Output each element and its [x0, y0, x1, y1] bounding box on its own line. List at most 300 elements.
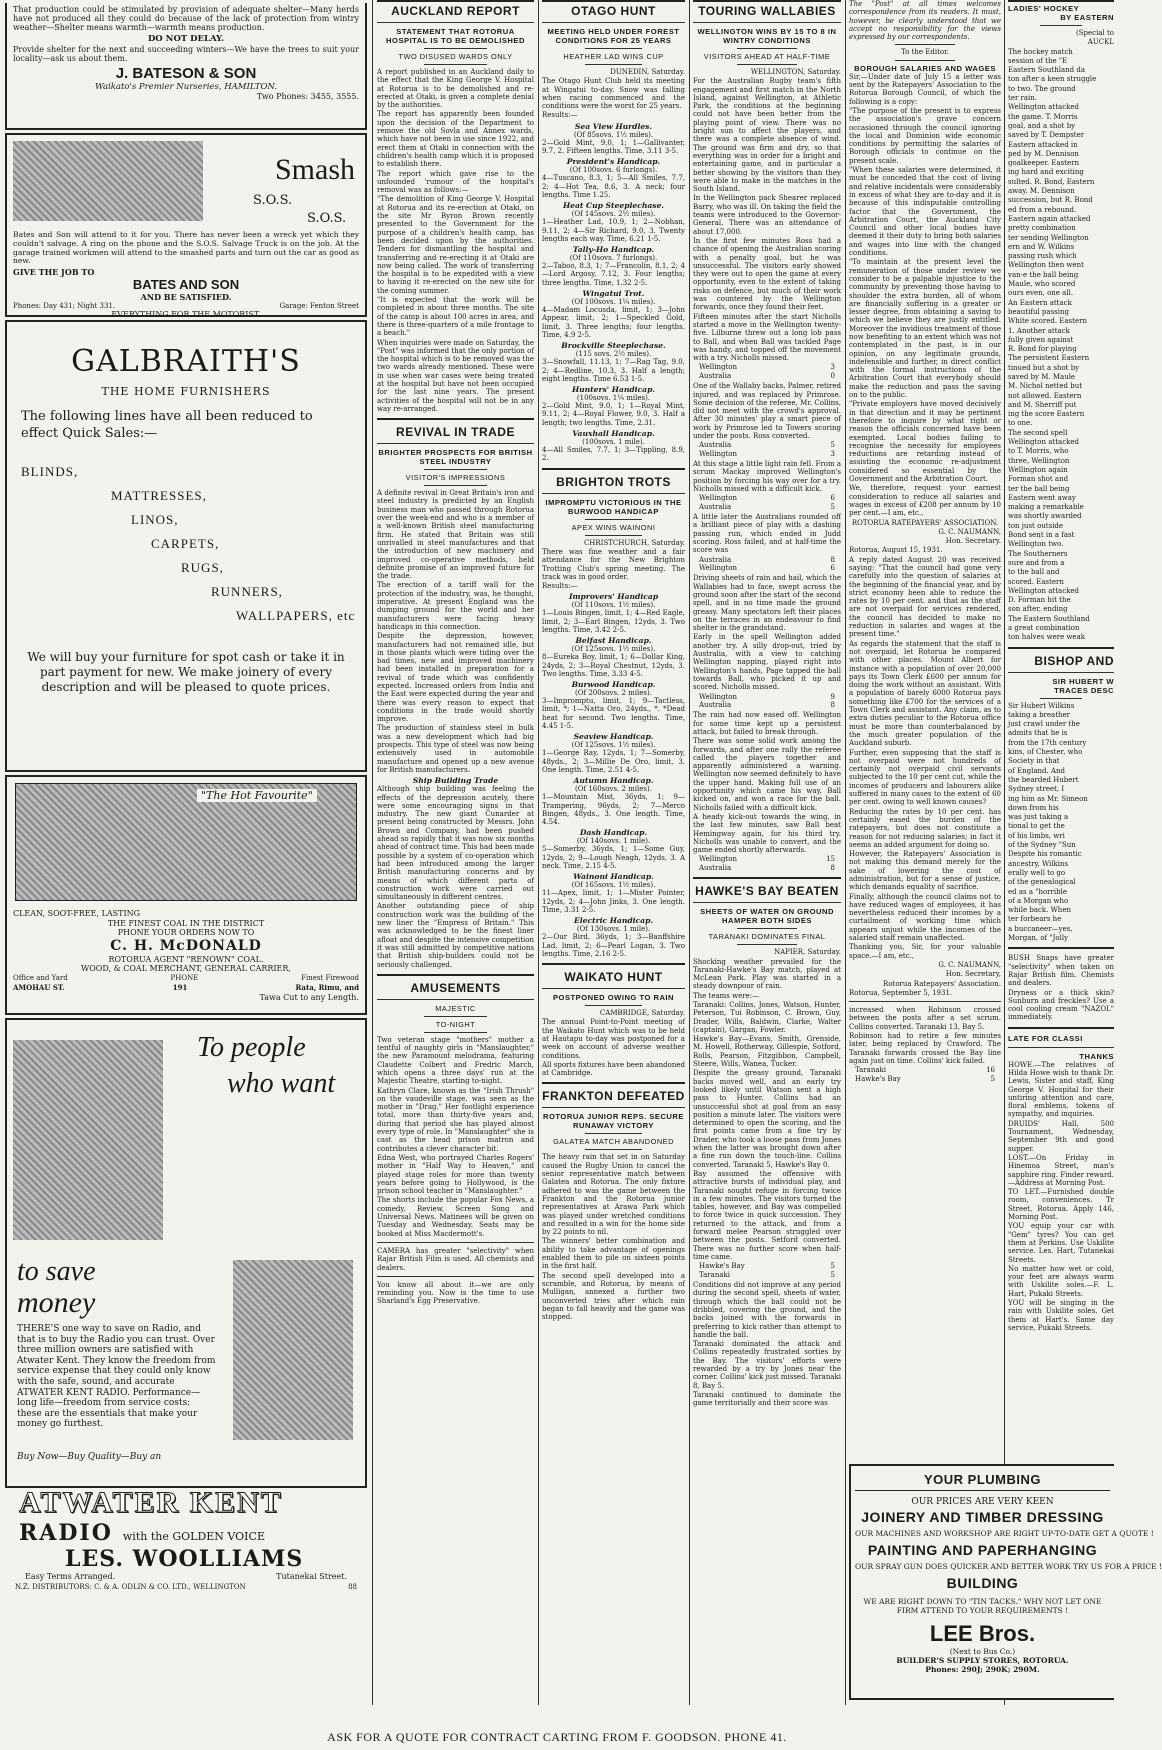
article-line: Society in that — [1008, 757, 1060, 766]
article-para: Taranaki dominated the attack and Collins repeatedly frustrated sorties by the Bay. The visitors' efforts were rewarded by a try by Jones near the corner. Collins' kick just missed. Taranaki 8, Bay 5. — [693, 1340, 841, 1390]
score-team: Wellington — [699, 494, 738, 503]
article-line: just crawl under the — [1008, 720, 1080, 729]
article-line: ton halves were weak — [1008, 633, 1085, 642]
article-line: The Southerners — [1008, 549, 1068, 558]
news-column-5 — [1008, 0, 1114, 1450]
coal-tawa: Tawa Cut to any Length. — [259, 992, 359, 1002]
coal-line1: CLEAN, SOOT-FREE, LASTING — [13, 909, 141, 918]
plumbing-spray: OUR SPRAY GUN DOES QUICKER AND BETTER WORK TRY US FOR A PRICE ! — [855, 1562, 1162, 1571]
score-team: Australia — [699, 441, 732, 450]
article-para: "When these salaries were determined, it must be conceded that the cost of living and relative incidentals were considerably in excess of what they are to-day and it is because of this indisputable controlling factor that the Government, the Arbitration Court, the Auckland City Council and other local bodies have deemed it their duty to bring both salaries and wages into line with the changed conditions. — [849, 166, 1001, 258]
article-line: to the ball and — [1008, 568, 1060, 577]
bishop-sub2: TRACES DESC — [1054, 685, 1114, 695]
results-label: Results:— — [542, 111, 578, 120]
ads-column — [5, 0, 367, 1720]
article-para: Early in the spell Wellington added another try. A silly drop-out, tried by Australia, with a view to catching Wellington napping, played right into Wellington's hands, Page tapped the ball towards Ball, who picked it up and scored. Nicholls missed. — [693, 633, 841, 692]
article-para: A report published in an Auckland daily to the effect that the King George V. Hospital at Rotorua is to be demolished and re-erected at Otaki, is given a complete denial by the authorities. — [377, 68, 534, 110]
score-line — [699, 855, 835, 863]
article-para: Further, even supposing that the staff is not overpaid were not hundreds of certainly not overpaid civil servants subjected to the 10 per cent cut, while the incomes of producers and labourers alike suffered in many cases to the extent of 60 per cent. owing to well known causes? — [849, 748, 1001, 807]
otago-headline: OTAGO HUNT — [542, 0, 685, 18]
race-conditions: (100sovs. 1 mile). — [582, 438, 645, 447]
article-para: Shocking weather prevailed for the Taranaki-Hawke's Bay match, played at McLean Park. Play was started in a steady downpour of rain. — [693, 957, 841, 991]
article-para: Taranaki: Collins, Jones, Watson, Hunter, Peterson, Tui Robinson, C. Brown, Guy, Drader, Wills, Baldwin, Clarke, Walter (captain), Gargan, Fowler. — [693, 1001, 841, 1034]
news-column-1 — [377, 0, 534, 1710]
article-para: Another outstanding piece of ship construction work was the building of the new liner the "Empress of Britain." This was acknowledged to be the finest liner afloat and despite the intensive competition it was still admitted by competitive nations that British ship-builders could not be seriously challenged. — [377, 902, 534, 969]
article-line: Sydney street, I — [1008, 785, 1065, 794]
hawkes-headline: HAWKE'S BAY BEATEN — [695, 884, 839, 899]
article-para: TO LET.—Furnished double room, conveniences. Tr Street, Rotorua. Apply 146, Morning Post. — [1008, 1188, 1114, 1222]
article-para: Reducing the rates by 10 per cent. has certainly eased the burden of the ratepayers, but does not constitute a reason for not reducing salaries; in fact it seems an added argument for doing so. — [849, 807, 1001, 849]
atwater-copy: THERE'S one way to save on Radio, and that is to buy the Radio you can trust. Over three million owners are satisfied with Atwater Kent. They know the freedom from service expense that they could only know with the safe, sound, and accurate ATWATER KENT RADIO. Performance—long life—freedom from service costs: these are the essentials that make your money go furthest. — [17, 1324, 216, 1430]
article-line: session of the "E — [1008, 56, 1068, 65]
race-conditions: (Of 110sovs. 7 furlongs). — [569, 254, 658, 263]
lee-bros-next: (Next to Bus Co.) — [949, 1647, 1016, 1656]
article-line: Wellington attacked — [1008, 103, 1079, 112]
dateline: CAMBRIDGE, Saturday. — [599, 1009, 685, 1018]
article-para: YOU will be singing in the rain with Uskilite soles. Get them at Hart's. Same day service, Pukaki Streets. — [1008, 1299, 1114, 1332]
article-para: A heady kick-out towards the wing, in the last few minutes, saw Ball beat Hemingway again, for his third try. Nicholls was unable to convert, and the game ended shortly afterwards. — [693, 812, 841, 855]
galbraith-name: GALBRAITH'S — [71, 344, 301, 379]
article-para: "Private employers have moved decisively in that direction and it may be pertinent therefore to inquire by what right or reason the officials concerned have been exempted. Local bodies failing to recognise the necessity for employees reductions are retarding instead of assisting the economic re-adjustment considered so essential by the Government and the Arbitration Court. — [849, 400, 1001, 484]
atwater-buy: Buy Now—Buy Quality—Buy an — [17, 1452, 162, 1462]
signature: G. C. NAUMANN, — [938, 960, 1001, 969]
article-para: All sports fixtures have been abandoned at Cambridge. — [542, 1060, 685, 1078]
smash-ad — [5, 133, 367, 320]
bishop-headline: BISHOP AND — [1034, 653, 1114, 668]
score-line — [855, 1075, 995, 1083]
article-para: Sir,—Under date of July 15 a letter was sent by the Ratepayers' Association to the Rotorua Borough Council, of which the following is a copy: — [849, 72, 1001, 106]
frankton-headline: FRANKTON DEFEATED — [542, 1089, 685, 1104]
race-name: Hunters' Handicap. — [571, 385, 656, 395]
article-para: We, therefore, request your earnest consideration to reduce all salaries and wages in excess of £208 per annum by 10 per cent.—I am, etc., — [849, 484, 1001, 518]
signature: G. C. NAUMANN, — [938, 527, 1001, 536]
article-line: Maule, who scored — [1008, 280, 1076, 289]
article-line: making a remarkable — [1008, 503, 1084, 512]
article-line: 1. Another attack — [1008, 326, 1070, 335]
score-team: Australia — [699, 371, 732, 380]
race-conditions: (100sovs. 1¼ miles). — [576, 394, 651, 403]
article-line: goal, and a shot by — [1008, 121, 1076, 130]
radio-listeners-illustration — [13, 1040, 163, 1240]
atwater-golden: with the GOLDEN VOICE — [122, 1530, 265, 1543]
plumbing-painting: PAINTING AND PAPERHANGING — [867, 1542, 1098, 1558]
race-result: 11—Apex, limit, 1; 1—Mister Pointer, 12yds, 2; 4—John Jinks, 3. One length. Time, 3.31 2-5. — [542, 889, 685, 914]
small-ad: You know all about it—we are only reminding you. Now is the time to use Sharland's Egg Preservative. — [377, 1280, 534, 1306]
article-line: Wellington again — [1008, 465, 1068, 474]
bateson-phones: Two Phones: 3455, 3555. — [256, 92, 359, 102]
race-result: 5—Somerby, 36yds, 1; 1—Some Guy, 12yds, 2; 9—Lough Neagh, 12yds, 3. A neck. Time, 2.15 4-5. — [542, 845, 685, 871]
race-name: Wingatui Trot. — [582, 289, 645, 299]
article-para: "The demolition of King George V. Hospital at Rotorua and its re-erection at Otaki, on the site Mr Byron Brown recently presented to the Government for the purpose of a children's health camp, has been decided upon by the authorities. Tenders for dismantling the hospital and transferring and re-erecting it at Otaki are now being called. The work of transferring the hospital is to be expedited with a view to having it re-erected on the new site for the coming summer. — [377, 195, 534, 295]
sos-text-1: S.O.S. — [253, 193, 293, 208]
brighton-sub: IMPROMPTU VICTORIOUS IN THE BURWOOD HANDICAP — [545, 497, 682, 516]
score-points: 3 — [830, 449, 835, 458]
atwater-brand: ATWATER KENT — [19, 1486, 283, 1519]
hockey-sub: BY EASTERN — [1060, 13, 1114, 22]
race-result: 2—Taboo, 8.3, 1; 7—Francolin, 8.1, 2; 4—Lord Argosy, 7.12, 3. Four lengths; three lengths. Time, 1.32 2-5. — [542, 262, 685, 287]
article-line: M. Nichol netted but — [1008, 382, 1083, 391]
article-line: beautiful passing — [1008, 307, 1069, 316]
plumbing-machines: OUR MACHINES AND WORKSHOP ARE RIGHT UP-TO-DATE GET A QUOTE ! — [855, 1529, 1154, 1538]
article-line: Eastern again attacked — [1008, 214, 1091, 223]
article-para: Finally, although the council claims not to have reduced wages of employees, it has nevertheless reduced their incomes by a curtailment of working time which appears unjust while the incomes of the salaried staff remain unaffected. — [849, 892, 1001, 943]
article-line: kins, of Chester, who — [1008, 748, 1083, 757]
score-line — [699, 372, 835, 380]
article-line: ter sending Wellington — [1008, 233, 1089, 242]
article-para: The second spell developed into a scramble, and Rotorua, by means of Mulligan, annexed a further two unconverted tries after which rain began to fall heavily and the game was stopped. — [542, 1271, 685, 1322]
race-name: Vauxhall Handicap. — [572, 429, 655, 439]
score-line — [699, 864, 835, 872]
article-line: down from his — [1008, 803, 1059, 812]
article-para: Kathryn Clare, known as the "Irish Thrush" on the vaudeville stage, was seen as the mother in "Drag." Her footlight experience total, more than thirty-five years and, during that period she has played almost every type of role. In "Manslaughter" she is cast as the head prison matron and contributes a clever character bit. — [377, 1086, 534, 1153]
article-line: ter rain. — [1008, 94, 1038, 103]
galbraith-outro: We will buy your furniture for spot cash or take it in part payment for new. We make joinery of every description and will be pleased to quote prices. — [27, 650, 345, 694]
article-line: Wellington then went — [1008, 261, 1084, 270]
article-line: fully given against — [1008, 335, 1074, 344]
article-para: Despite the depression, however, manufacturers had not remained idle, but in those plants which were tiding over the bad times, new and improved machinery had been installed in preparation for a revival of trade which was confidently expected. Increased orders from India and the East were expected during the year and there was every reason to expect that conditions in the trade would shortly improve. — [377, 632, 534, 724]
article-line: ped by M. Dennison — [1008, 149, 1079, 158]
article-line: succession, but R. Bond — [1008, 196, 1093, 205]
ship-building-subhead: Ship Building Trade — [412, 776, 499, 786]
lee-bros-phones: Phones: 290J; 290K; 290M. — [925, 1665, 1040, 1674]
race-conditions: (Of 140sovs. 1 mile). — [576, 837, 651, 846]
revival-sub2: VISITOR'S IMPRESSIONS — [405, 473, 506, 483]
coal-phone-label: PHONE — [170, 973, 199, 982]
galbraith-item: CARPETS, — [151, 536, 220, 551]
article-line: ing the score Eastern — [1008, 410, 1085, 419]
race-result: 2—Our Bird, 36yds, 1; 3—Banffshire Lad, limit, 2; 6—Pearl Logan, 3. Two lengths. Time, 2.16 2-5. — [542, 933, 685, 958]
article-line: ed from a rebound. — [1008, 205, 1077, 214]
race-result: 2—Gold Mint, 9.0, 1; 1—Royal Mint, 9.11, 2; 4—Royal Flower, 9.0, 3. Half a length; two lengths. Time, 2.31. — [542, 402, 685, 427]
article-line: a great combination — [1008, 624, 1080, 632]
dateline: WELLINGTON, Saturday. — [750, 68, 841, 76]
article-line: Sir Hubert Wilkins — [1008, 701, 1075, 710]
coal-line3: PHONE YOUR ORDERS NOW TO — [117, 928, 255, 937]
sos-text-2: S.O.S. — [307, 211, 347, 226]
coal-ad — [5, 775, 367, 1015]
race-result: 8—Eureka Boy, limit, 1; 6—Dollar King, 24yds, 2; 3—Royal Chestnut, 12yds, 3. Two lengths. Time, 3.33 4-5. — [542, 653, 685, 678]
race-conditions: (Of 130sovs. 1 mile). — [576, 925, 651, 934]
race-name: Seaview Handicap. — [573, 732, 654, 742]
small-ad: BUSH Snaps have greater "selectivity" when taken on Rajar British film. Chemists and dealers. — [1008, 954, 1114, 988]
article-para: Bay assumed the offensive with attractive bursts of individual play, and Taranaki sought refuge in forcing twice in a few minutes. The visitors turned the tables, however, and Bay was compelled to force twice in quick succession. They returned to the attack, and from a forward melee Pearson struggled over between the posts. Setford converted. There was no further score when half-time came. — [693, 1169, 841, 1261]
article-line: of England. And — [1008, 766, 1066, 775]
article-line: Wellington two. — [1008, 540, 1064, 549]
race-name: Sea View Hurdles. — [574, 121, 653, 131]
otago-sub: MEETING HELD UNDER FOREST CONDITIONS FOR 25 YEARS — [547, 27, 680, 45]
atwater-headline-3: to save — [17, 1256, 96, 1287]
article-para: The production of stainless steel in bulk was a new development which had big prospects. This type of steel was now being extensively used in automobile manufacture and opened up a new avenue for British manufacturers. — [377, 724, 534, 774]
wallabies-sub2: VISITORS AHEAD AT HALF-TIME — [703, 52, 831, 61]
galbraith-item: WALLPAPERS, etc — [236, 608, 356, 623]
score-team: Wellington — [699, 563, 738, 572]
signature: Rotorua, August 15, 1931. — [849, 546, 943, 555]
column-rule — [689, 0, 690, 1705]
brighton-sub2: APEX WINS WAINONI — [571, 522, 656, 532]
signature: Hon. Secretary. — [945, 537, 1001, 546]
footer-carting-notice: ASK FOR A QUOTE FOR CONTRACT CARTING FROM F. GOODSON. PHONE 41. — [327, 1730, 787, 1744]
bateson-ad — [5, 3, 367, 130]
article-para: Edna West, who portrayed Charles Rogers' mother in "Half Way to Heaven," and played stage roles for more than twenty years before going to Hollywood, is the prison school teacher in "Manslaughter." — [377, 1153, 534, 1196]
article-line: ter forbears he — [1008, 915, 1062, 924]
radio-cabinet-illustration — [233, 1260, 353, 1440]
score-team: Wellington — [699, 449, 738, 458]
atwater-code: 88 — [348, 1583, 357, 1591]
article-para: Although ship building was feeling the effects of the depression acutely, there were some encouraging signs in that industry. The new giant Cunarder at present being constructed by Messrs. John Brown and Company, had been pushed ahead so rapidly that it was now six months ahead of contract time. This had been made possible by a system of co-operation which had been introduced among the larger British manufacturing concerns and by means of which different parts of construction work were carried out simultaneously in different centres. — [377, 785, 534, 902]
article-line: taking a breather — [1008, 710, 1071, 719]
score-points: 5 — [990, 1074, 995, 1083]
article-line: sulted. R. Bond, Eastern — [1008, 177, 1095, 186]
article-line: was shortly awarded — [1008, 512, 1082, 521]
score-points: 8 — [830, 700, 835, 709]
article-para: No matter how wet or cold, your feet are always warm with Uskilite soles.—F. L. Hart, Pukaki Streets. — [1008, 1264, 1114, 1298]
article-line: D. Forman hit the — [1008, 596, 1071, 605]
auckland-sub2: TWO DISUSED WARDS ONLY — [398, 52, 513, 61]
score-line — [855, 1066, 995, 1074]
race-name: Electric Handicap. — [573, 916, 654, 926]
article-line: from the 17th century — [1008, 738, 1087, 747]
score-points: 9 — [830, 692, 835, 701]
hockey-place: AUCKL — [1087, 38, 1114, 47]
article-line: to one. — [1008, 419, 1033, 428]
article-line: not allowed. Eastern — [1008, 391, 1082, 400]
article-line: pretty combination — [1008, 224, 1076, 233]
race-name: Belfast Handicap. — [575, 636, 652, 646]
dateline: CHRISTCHURCH, Saturday. — [583, 538, 685, 547]
atwater-radio: RADIO — [19, 1520, 113, 1546]
score-points: 6 — [830, 494, 835, 503]
hockey-special: (Special to — [1076, 29, 1114, 37]
article-para: There was fine weather and a fair attendance for the New Brighton Trotting Club's spring meeting. The track was in good order. — [542, 547, 685, 581]
article-line: the game. T. Morris — [1008, 112, 1078, 121]
bateson-copy: That production could be stimulated by provision of adequate shelter—Many herds have not produced all they could do because of the lack of protection from wintry weather—Shelter means warmth—warmth means production. — [13, 5, 359, 33]
score-team: Australia — [699, 502, 732, 511]
galbraith-item: BLINDS, — [21, 464, 79, 479]
article-para: Robinson had to retire a few minutes later, being replaced by Crawford. The Taranaki forwards crossed the Bay line again just on time. Collins' kick failed. — [849, 1032, 1001, 1065]
article-line: Morgan, of "Jolly — [1008, 934, 1069, 943]
atwater-headline-1: To people — [197, 1032, 306, 1063]
race-result: 1—Heather Lad, 10.9, 1; 2—Nobhan, 9.11, 2; 4—Sir Richard, 9.0, 3. Twenty lengths each way. Time, 6.21 1-5. — [542, 218, 685, 243]
smash-name: BATES AND SON — [132, 277, 240, 293]
coal-rata: Rata, Rimu, and — [295, 983, 359, 992]
article-line: of the genealogical — [1008, 878, 1076, 887]
article-para: Thanking you, Sir, for your valuable space.—I am, etc., — [849, 943, 1001, 960]
atwater-headline-4: money — [17, 1286, 96, 1319]
atwater-dealer: LES. WOOLLIAMS — [65, 1546, 304, 1572]
article-para: The heavy rain that set in on Saturday caused the Rugby Union to cancel the senior representative match between Galatea and Rotorua. The only fixture adhered to was the game between the Frankton and the Rotorua junior representatives at Arawa Park which was played under wretched conditions and resulted in a win for the home side by 22 points to nil. — [542, 1153, 685, 1237]
plumbing-down: WE ARE RIGHT DOWN TO "TIN TACKS." WHY NOT LET ONE FIRM ATTEND TO YOUR REQUIREMENTS ! — [863, 1597, 1102, 1615]
signature: ROTORUA RATEPAYERS' ASSOCIATION. — [851, 518, 999, 527]
article-line: to two. The ground — [1008, 84, 1076, 93]
column-rule — [538, 0, 539, 1705]
article-line: ter the ball being — [1008, 484, 1070, 493]
galbraith-item: LINOS, — [131, 512, 179, 527]
small-ad: CAMERA has greater "selectivity" when Rajar British Film is used. All chemists and dealers. — [377, 1246, 534, 1272]
bateson-donot: DO NOT DELAY. — [147, 33, 225, 44]
news-column-3 — [693, 0, 841, 1710]
article-line: ancestry, Wilkins — [1008, 859, 1069, 868]
amusements-headline: AMUSEMENTS — [410, 980, 501, 995]
article-line: tinued but a shot by — [1008, 363, 1080, 372]
bateson-name: J. BATESON & SON — [115, 65, 257, 83]
score-points: 5 — [830, 441, 835, 450]
article-line: and M. Sherriff put — [1008, 400, 1077, 409]
score-team: Wellington — [699, 855, 738, 864]
article-para: HOWE.—The relatives of Hilda Howe wish to thank Dr. Lewis, Sister and staff, King George V. Hospital for their untiring attention and care, floral emblems, tokens of sympathy, and inquiries. — [1008, 1060, 1114, 1119]
score-line — [699, 693, 835, 701]
race-result: 3—Snowfall, 11.13, 1; 7—Rag Tag, 9.0, 2; 4—Redline, 10.3, 3. Half a length; eight lengths. Time 6.53 1-5. — [542, 358, 685, 383]
race-conditions: (Of 85sovs. 1½ miles). — [573, 130, 654, 139]
race-conditions: (Of 125sovs. 1½ miles). — [571, 741, 656, 750]
article-line: saved by M. Maule — [1008, 372, 1076, 381]
score-team: Australia — [699, 555, 732, 564]
article-line: a buccaneer—yes, — [1008, 924, 1073, 933]
score-line — [699, 556, 835, 564]
article-para: The report has apparently been founded upon the decision of the Department to remove the old Sovla and Annex wards, which have not been in use since 1922, and erect them at Otaki in connection with the children's health camp which it is proposed to establish there. — [377, 110, 534, 169]
race-result: 1—George Ray, 12yds, 1; 7—Somerby, 48yds., 2; 3—Millie De Oro, limit, 3. One length. Time, 2.51 4-5. — [542, 749, 685, 774]
dateline: NAPIER, Saturday. — [773, 948, 841, 957]
article-para: When inquiries were made on Saturday, the "Post" was informed that the only portion of the hospital which is to be removed was the two wards already mentioned. These were in use when war cases were being treated at the hospital but have not been occupied for the last nine years. The present activities of the hospital will not be in any way re-arranged. — [377, 338, 534, 413]
article-para: "To maintain at the present level the remuneration of those under review we consider to be a palpable injustice to the community by preventing those having to shoulder the extra burden, all of whom are financially suffering in a greater or lesser degree, from obtaining a saving to which we believe they are justly entitled. Moreover the invidious treatment of those now benefiting to an extent which was not contemplated in the past, is in our opinion, on any legitimate grounds, indefensible and further, in direct conflict with the formal instructions of the Arbitration Court that everybody should make the reduction and pass the saving on to the public. — [849, 258, 1001, 400]
hockey-headline: LADIES' HOCKEY — [1008, 0, 1114, 13]
score-points: 8 — [830, 555, 835, 564]
race-name: Improvers' Handicap — [568, 592, 659, 602]
waikato-sub: POSTPONED OWING TO RAIN — [552, 993, 675, 1003]
smash-garage: Garage: Fenton Street — [279, 302, 359, 311]
galbraith-item: RUGS, — [181, 560, 224, 575]
race-conditions: (Of 100sovs. 1¼ miles). — [571, 298, 656, 307]
auckland-sub: STATEMENT THAT ROTORUA HOSPITAL IS TO BE DEMOLISHED — [386, 27, 525, 45]
score-team: Hawke's Bay — [855, 1074, 901, 1083]
race-name: Brockville Steeplechase. — [561, 341, 666, 351]
race-result: 1—Louis Bingen, limit, 1; 4—Red Eagle, limit, 2; 3—Earl Bingen, 12yds, 3. Two lengths. Time, 3.42 2-5. — [542, 609, 685, 634]
score-line — [699, 701, 835, 709]
article-line: The second spell — [1008, 428, 1068, 437]
letters-note: The "Post" at all times welcomes correspondence from its readers. It must, however, be clearly understood that we accept no responsibility for the views expressed by our correspondents. — [849, 0, 1001, 42]
score-line — [699, 363, 835, 371]
article-para: However, the Ratepayers' Association is not making this demand merely for the sake of lowering the cost of administration, but for a sense of justice, which demands equality of sacrifice. — [849, 850, 1001, 892]
score-team: Australia — [699, 863, 732, 872]
smash-phones: Phones: Day 431; Night 331. — [13, 302, 116, 311]
score-points: 0 — [830, 371, 835, 380]
bateson-tagline: Waikato's Premier Nurseries, HAMILTON. — [94, 82, 278, 93]
small-ad: Dryness or a thick skin? Sunburn and freckles? Use a cool cooling cream "NAZOL" immediately. — [1008, 988, 1114, 1022]
article-line: Eastern attacked in — [1008, 140, 1078, 149]
article-line: away. M. Dennison — [1008, 187, 1075, 196]
article-line: admits that he is — [1008, 729, 1068, 738]
smash-give: GIVE THE JOB TO — [13, 267, 95, 278]
classified-headline: LATE FOR CLASSI — [1008, 1033, 1083, 1043]
revival-sub: BRIGHTER PROSPECTS FOR BRITISH STEEL INDUSTRY — [378, 448, 533, 467]
article-line: son after, ending — [1008, 605, 1068, 614]
score-line — [699, 450, 835, 458]
race-conditions: (Of 160sovs. 2 miles). — [575, 785, 652, 794]
article-para: The winners' better combination and ability to take advantage of openings enabled them to pile on sixteen points in the first half. — [542, 1237, 685, 1271]
article-line: scored. Eastern — [1008, 577, 1064, 586]
score-team: Wellington — [699, 692, 738, 701]
article-line: saved by T. Dempster — [1008, 131, 1085, 140]
article-line: three, Wellington — [1008, 456, 1070, 465]
race-name: Autumn Handicap. — [573, 776, 654, 786]
article-para: At this stage a little light rain fell. From a scrum Mackay improved Wellington's position by forcing his way over for a try. Nicholls missed with a difficult kick. — [693, 460, 841, 493]
article-line: Bond sent in a fast — [1008, 531, 1075, 540]
article-para: In the Wellington pack Shearer replaced Barry, who was ill. On taking the field the teams were introduced to the Governor-General. There was an attendance of about 17,000. — [693, 194, 841, 236]
atwater-distributors: N.Z. DISTRIBUTORS: C. & A. ODLIN & CO. LTD., WELLINGTON — [15, 1583, 246, 1591]
race-name: Tally-Ho Handicap. — [572, 245, 655, 255]
column-rule — [845, 0, 846, 1705]
score-points: 15 — [826, 855, 835, 864]
race-name: President's Handicap. — [566, 157, 661, 167]
lee-bros-name: LEE Bros. — [929, 1621, 1036, 1646]
article-line: Wellington attacked — [1008, 438, 1079, 447]
plumbing-building: BUILDING — [946, 1575, 1019, 1591]
atwater-headline-2: who want — [227, 1068, 336, 1099]
coal-office: Office and Yard — [13, 973, 68, 982]
news-column-4 — [849, 0, 1001, 1710]
race-name: Dash Handicap. — [579, 828, 648, 838]
race-conditions: (Of 100sovs. 6 furlongs). — [569, 166, 658, 175]
lee-bros-stores: BUILDER'S SUPPLY STORES, ROTORUA. — [896, 1656, 1069, 1665]
wallabies-headline: TOURING WALLABIES — [693, 0, 841, 18]
signature: Rotorua Ratepayers' Association. — [883, 979, 1001, 988]
score-line — [699, 494, 835, 502]
amusements-when: TO-NIGHT — [435, 1019, 476, 1029]
frankton-sub2: GALATEA MATCH ABANDONED — [553, 1137, 674, 1147]
classified-thanks: THANKS — [1079, 1051, 1114, 1061]
score-line — [699, 1262, 835, 1270]
article-para: Taranaki continued to dominate the game territorially and their score was — [693, 1390, 841, 1408]
signature: Rotorua, September 5, 1931. — [849, 988, 953, 997]
article-para: One of the Wallaby backs, Palmer, retired injured, and was replaced by Primrose. Some decision of the referee, Mr. Collins, did not meet with the crowd's approval. After 30 minutes' play a smart piece of work by Primrose led to Towers scoring under the posts. Ross converted. — [693, 382, 841, 440]
atwater-street: Tutanekai Street. — [276, 1572, 347, 1581]
article-line: ing hard and exciting — [1008, 168, 1084, 177]
race-result: 2—Gold Mint, 9.0, 1; 1—Gallivanter, 9.7, 2. Fifteen lengths. Time, 3.11 3-5. — [542, 138, 685, 156]
hawkes-sub2: TARANAKI DOMINATES FINAL — [708, 932, 826, 942]
race-conditions: (Of 200sovs. 2 miles). — [575, 689, 652, 698]
article-line: The Eastern Southland — [1008, 614, 1090, 623]
galbraith-intro: The following lines have all been reduced to effect Quick Sales:— — [21, 409, 313, 441]
article-line: of the Sydney "Sun — [1008, 841, 1076, 850]
article-line: to T. Morris, who — [1008, 447, 1069, 456]
score-points: 5 — [830, 502, 835, 511]
article-line: R. Bond for playing — [1008, 345, 1077, 354]
race-name: Heat Cup Steeplechase. — [562, 201, 665, 211]
article-para: YOU equip your car with "Gem" tyres? You can get them at Perkins. Use Uskilite service. Les. Hart, Tutanekai Streets. — [1008, 1222, 1114, 1264]
wrecked-car-illustration — [13, 141, 203, 221]
score-points: 3 — [830, 363, 835, 372]
score-line — [699, 564, 835, 572]
article-para: There was some solid work among the forwards, and after one rally the referee called the players together and apparently administered a warning. Wellington now seemed definitely to have the upper hand. Making full use of an opportunity which came his way, Ball kicked on, and won a race for the ball. Nicholls failed with a difficult kick. — [693, 737, 841, 812]
race-name: Wainoni Handicap. — [573, 872, 654, 882]
article-para: LOST.—On Friday in Hinemoa Street, man's sapphire ring. Finder reward.—Address at Morning Post. — [1008, 1153, 1114, 1187]
article-para: The Otago Hunt Club held its meeting at Wingatui to-day. Snow was falling when racing commenced and the conditions were the worst for 25 years. — [542, 77, 685, 111]
article-line: White scored. Eastern — [1008, 317, 1087, 326]
amusements-venue: MAJESTIC — [435, 1003, 476, 1013]
coal-street: AMOHAU ST. — [13, 983, 65, 992]
article-para: A reply dated August 20 was received saying: "That the council had gone very carefully into the question of salaries at the beginning of the financial year, and by strict economy been able to reduce the rates by 10 per cent. and that as the staff are not overpaid for services rendered, the council has decided to make no reduction in salaries and wages at the present time." — [849, 555, 1001, 639]
article-line: tional to get the — [1008, 822, 1065, 831]
hawkes-sub: SHEETS OF WATER ON GROUND HAMPER BOTH SIDES — [700, 907, 834, 926]
article-para: For the Australian Rugby team's fifth engagement and first match in the North Island, against Wellington, at Athletic Park, the conditions at the beginning could not have been better from the playing point of view. There was no bright sun to affect the players, and there was a complete absence of wind. The ground was firm and dry, so that everything was in order for a bright and entertaining game, and in particular a better showing by the visitors than they were able to make in the matches in the South Island. — [693, 77, 841, 194]
article-line: ern and W. Wilkins — [1008, 242, 1075, 251]
article-line: ton after a keen struggle — [1008, 75, 1097, 84]
column-rule — [372, 0, 373, 1705]
plumbing-prices: OUR PRICES ARE VERY KEEN — [911, 1497, 1054, 1507]
article-para: DRUIDS' Hall, 500 Tournament, Wednesday, September 9th and good supper. — [1008, 1119, 1114, 1153]
score-points: 5 — [830, 1262, 835, 1271]
lee-bros-ad — [849, 1464, 1162, 1700]
to-editor: To the Editor. — [901, 48, 949, 57]
